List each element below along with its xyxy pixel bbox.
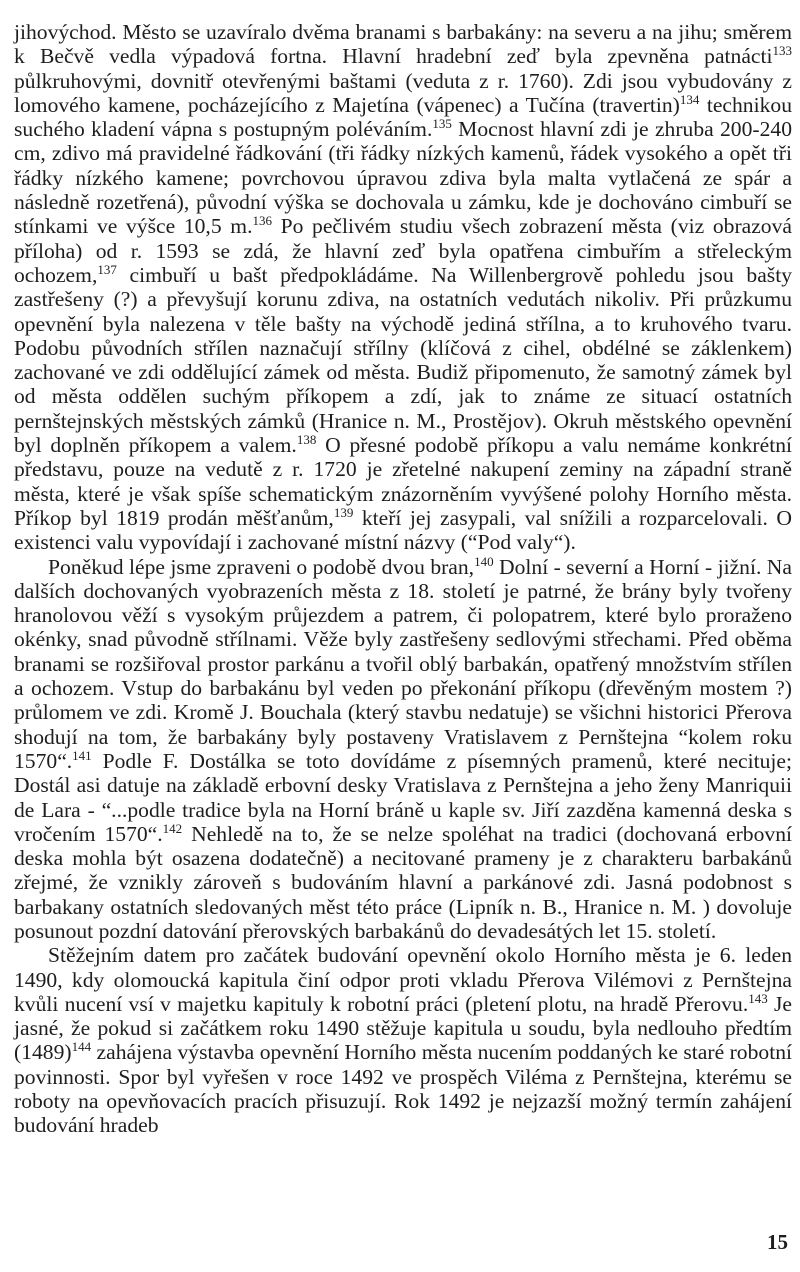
text-run: Poněkud lépe jsme zpraveni o podobě dvou bran, (48, 554, 475, 579)
text-run: O přesné podobě příkopu a valu nemáme konkrétní představu, pouze na vedutě z r. 1720 je zřetelné nakupení zeminy na západní straně města, které je však spíše schematickým znázorněním vyvýšené polohy Horního města. Příkop byl 1819 prodán měšťanům, (14, 433, 792, 530)
paragraph (14, 555, 792, 944)
footnote-reference: 136 (252, 213, 272, 229)
text-run: technikou suchého kladení vápna s postupným poléváním. (14, 92, 792, 142)
footnote-reference: 137 (97, 261, 117, 277)
footnote-reference: 135 (432, 116, 452, 132)
text-run: Mocnost hlavní zdi je zhruba 200-240 cm, zdivo má pravidelné řádkování (tři řádky nízkých kamenů, řádek vysokého a opět tři řádky nízkého kamene; povrchovou úpravou zdiva byla malta vytlačená ze spár a následně rozetřená), původní výška se dochovala u zámku, kde je dochováno cimbuří se stínkami ve výšce 10,5 m. (14, 117, 792, 239)
footnote-reference: 140 (474, 553, 494, 569)
text-run: Podle F. Dostálka se toto dovídáme z písemných pramenů, které necituje; Dostál asi datuje na základě erbovní desky Vratislava z Pernštejna a jeho ženy Manriquii de Lara - “...podle tradice byla na Horní bráně u kaple sv. Jiří zazděna kamenná deska s vročením 1570“. (14, 748, 792, 846)
footnote-reference: 143 (748, 990, 768, 1006)
footnote-reference: 142 (162, 820, 183, 836)
text-run: Po pečlivém studiu všech zobrazení města (viz obrazová příloha) od r. 1593 se zdá, že hlavní zeď byla opatřena cimbuřím a střeleckým ochozem, (14, 214, 792, 287)
text-run: kteří jej zasypali, val snížili a rozparcelovali. O existenci valu vypovídají i zachované místní názvy (“Pod valy“). (14, 505, 793, 555)
text-run: jihovýchod. Město se uzavíralo dvěma branami s barbakány: na severu a na jihu; směrem k Bečvě vedla výpadová fortna. Hlavní hradební zeď byla zpevněna patnácti (14, 20, 792, 69)
footnote-reference: 144 (71, 1039, 92, 1055)
body-text (14, 20, 792, 1138)
paragraph (14, 943, 792, 1137)
text-run: půlkruhovými, dovnitř otevřenými baštami (veduta z r. 1760). Zdi jsou vybudovány z lomového kamene, pocházejícího z Majetína (vápenec) a Tučína (travertin) (14, 68, 792, 117)
text-run: Nehledě na to, že se nelze spoléhat na tradici (dochovaná erbovní deska mohla být osazena dodatečně) a necitované prameny je z charakteru barbakánů zřejmé, že vznikly zároveň s budováním hlavní a parkánové zdi. Jasná podobnost s barbakany ostatních sledovaných měst této práce (Lipník n. B., Hranice n. M. ) dovoluje posunout pozdní datování přerovských barbakánů do devadesátých let 15. století. (14, 821, 792, 943)
footnote-reference: 133 (772, 43, 792, 59)
footnote-reference: 138 (296, 432, 317, 448)
text-run: Je jasné, že pokud si začátkem roku 1490 stěžuje kapitula u soudu, byla nedlouho předtím (1489) (14, 991, 792, 1065)
text-run: zahájena výstavba opevnění Horního města nucením poddaných ke staré robotní povinnosti. Spor byl vyřešen v roce 1492 ve prospěch Viléma z Pernštejna, kterému se roboty na opevňovacích pracích přisuzují. Rok 1492 je nejzazší možný termín zahájení budování hradeb (14, 1040, 792, 1138)
footnote-reference: 141 (72, 747, 92, 763)
text-run: Dolní - severní a Horní - jižní. Na dalších dochovaných vyobrazeních města z 18. století je patrné, že brány byly tvořeny hranolovou věží s vysokým průjezdem a patrem, či polopatrem, které bylo proraženo okénky, snad původně střílnami. Věže byly zastřešeny sedlovými střechami. Před oběma branami se rozšiřoval prostor parkánu a tvořil oblý barbakán, opatřený množstvím střílen a ochozem. Vstup do barbakánu byl veden po překonání příkopu (dřevěným mostem ?) průlomem ve zdi. Kromě J. Bouchala (který stavbu nedatuje) se všichni historici Přerova shodují na tom, že barbakány byly postaveny Vratislavem z Pernštejna “kolem roku 1570“. (14, 554, 792, 773)
page-number: 15 (767, 1230, 788, 1254)
footnote-reference: 139 (333, 504, 354, 520)
document-page (14, 20, 792, 1258)
footnote-reference: 134 (679, 91, 700, 107)
text-run: cimbuří u bašt předpokládáme. Na Willenbergrově pohledu jsou bašty zastřešeny (?) a převyšují korunu zdiva, na ostatních vedutách nikoliv. Při průzkumu opevnění byla nalezena v těle bašty na východě jediná střílna, a to kruhového tvaru. Podobu původních střílen naznačují střílny (klíčová z cihel, obdélné se záklenkem) zachované ve zdi oddělující zámek od města. Budiž připomenuto, že samotný zámek byl od města oddělen suchým příkopem a zdí, jak to známe ze situací ostatních pernštejnských městských zámků (Hranice n. M., Prostějov). Okruh městského opevnění byl doplněn příkopem a valem. (14, 262, 792, 458)
text-run: Stěžejním datem pro začátek budování opevnění okolo Horního města je 6. leden 1490, kdy olomoucká kapitula činí odpor proti vkladu Přerova Vilémovi z Pernštejna kvůli nucení vsí v majetku kapituly k robotní práci (pletení plotu, na hradě Přerovu. (14, 943, 792, 1016)
paragraph (14, 20, 792, 555)
